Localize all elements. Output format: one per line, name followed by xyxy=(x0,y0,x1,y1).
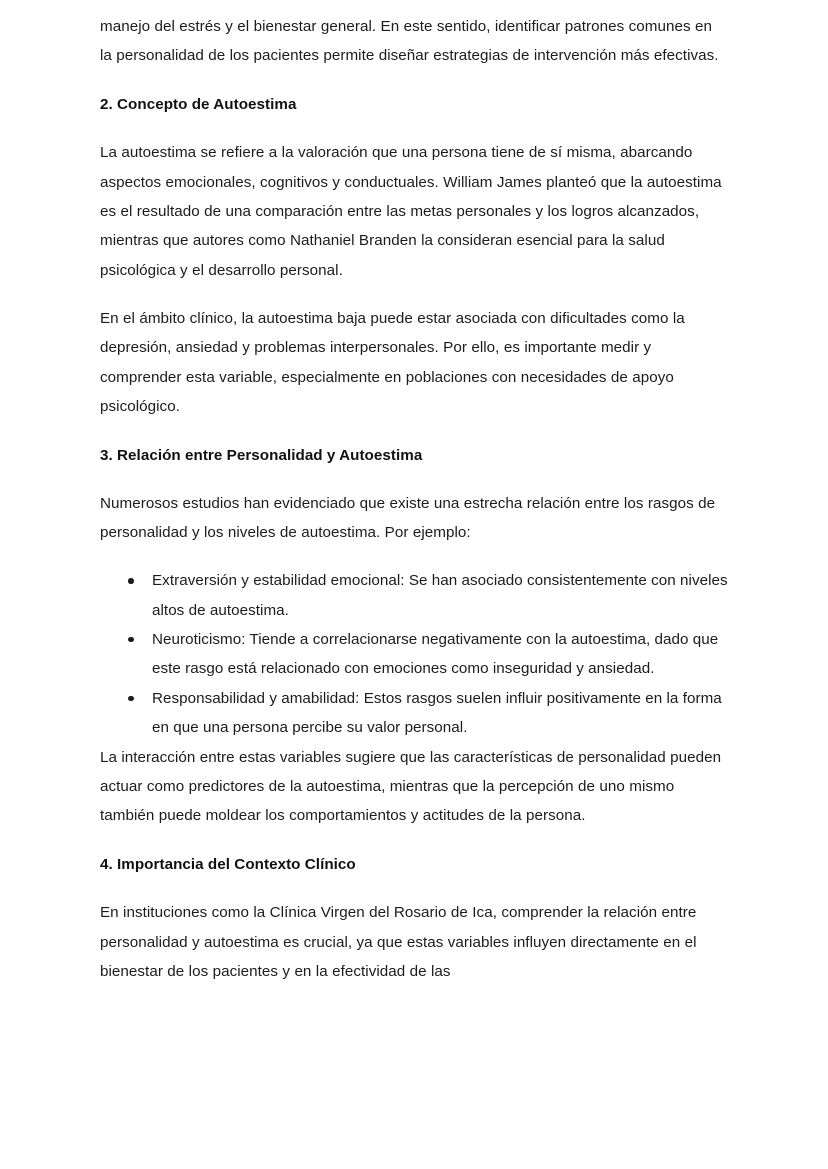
list-item xyxy=(100,684,728,743)
section-2-paragraph-1: La autoestima se refiere a la valoración que una persona tiene de sí misma, abarcando aspectos emocionales, cognitivos y conductuales. William James planteó que la autoestima es el resultado de una comparación entre las metas personales y los logros alcanzados, mientras que autores como Nathaniel Branden la consideran esencial para la salud psicológica y el desarrollo personal. xyxy=(100,144,722,279)
bullet-dot-icon xyxy=(128,696,134,702)
section-3-paragraph-1: Numerosos estudios han evidenciado que existe una estrecha relación entre los rasgos de personalidad y los niveles de autoestima. Por ejemplo: xyxy=(100,494,716,542)
section-3-paragraph-2: La interacción entre estas variables sugiere que las características de personalidad pueden actuar como predictores de la autoestima, mientras que la percepción de uno mismo también puede moldear los comportamientos y actitudes de la persona. xyxy=(100,748,722,825)
section-heading-4: 4. Importancia del Contexto Clínico xyxy=(100,856,356,874)
list-item xyxy=(100,625,728,684)
bullet-dot-icon xyxy=(128,637,134,643)
personality-traits-list xyxy=(100,566,728,742)
list-item xyxy=(100,566,728,625)
section-4-paragraph-1: En instituciones como la Clínica Virgen del Rosario de Ica, comprender la relación entre personalidad y autoestima es crucial, ya que estas variables influyen directamente en el bienestar de los pacientes y en la efectividad de las xyxy=(100,904,697,980)
list-item-label: Neuroticismo: Tiende a correlacionarse negativamente con la autoestima, dado que este rasgo está relacionado con emociones como inseguridad y ansiedad. xyxy=(152,630,719,678)
intro-paragraph: manejo del estrés y el bienestar general. En este sentido, identificar patrones comunes en la personalidad de los pacientes permite diseñar estrategias de intervención más efectivas. xyxy=(100,18,719,65)
list-item-label: Extraversión y estabilidad emocional: Se han asociado consistentemente con niveles altos de autoestima. xyxy=(152,572,728,619)
bullet-dot-icon xyxy=(128,578,134,584)
document-text-column xyxy=(100,0,728,986)
section-heading-3: 3. Relación entre Personalidad y Autoestima xyxy=(100,446,423,464)
list-item-label: Responsabilidad y amabilidad: Estos rasgos suelen influir positivamente en la forma en que una persona percibe su valor personal. xyxy=(152,689,722,737)
section-2-paragraph-2: En el ámbito clínico, la autoestima baja puede estar asociada con dificultades como la depresión, ansiedad y problemas interpersonales. Por ello, es importante medir y comprender esta variable, especialmente en poblaciones con necesidades de apoyo psicológico. xyxy=(100,309,685,415)
section-heading-2: 2. Concepto de Autoestima xyxy=(100,96,297,114)
